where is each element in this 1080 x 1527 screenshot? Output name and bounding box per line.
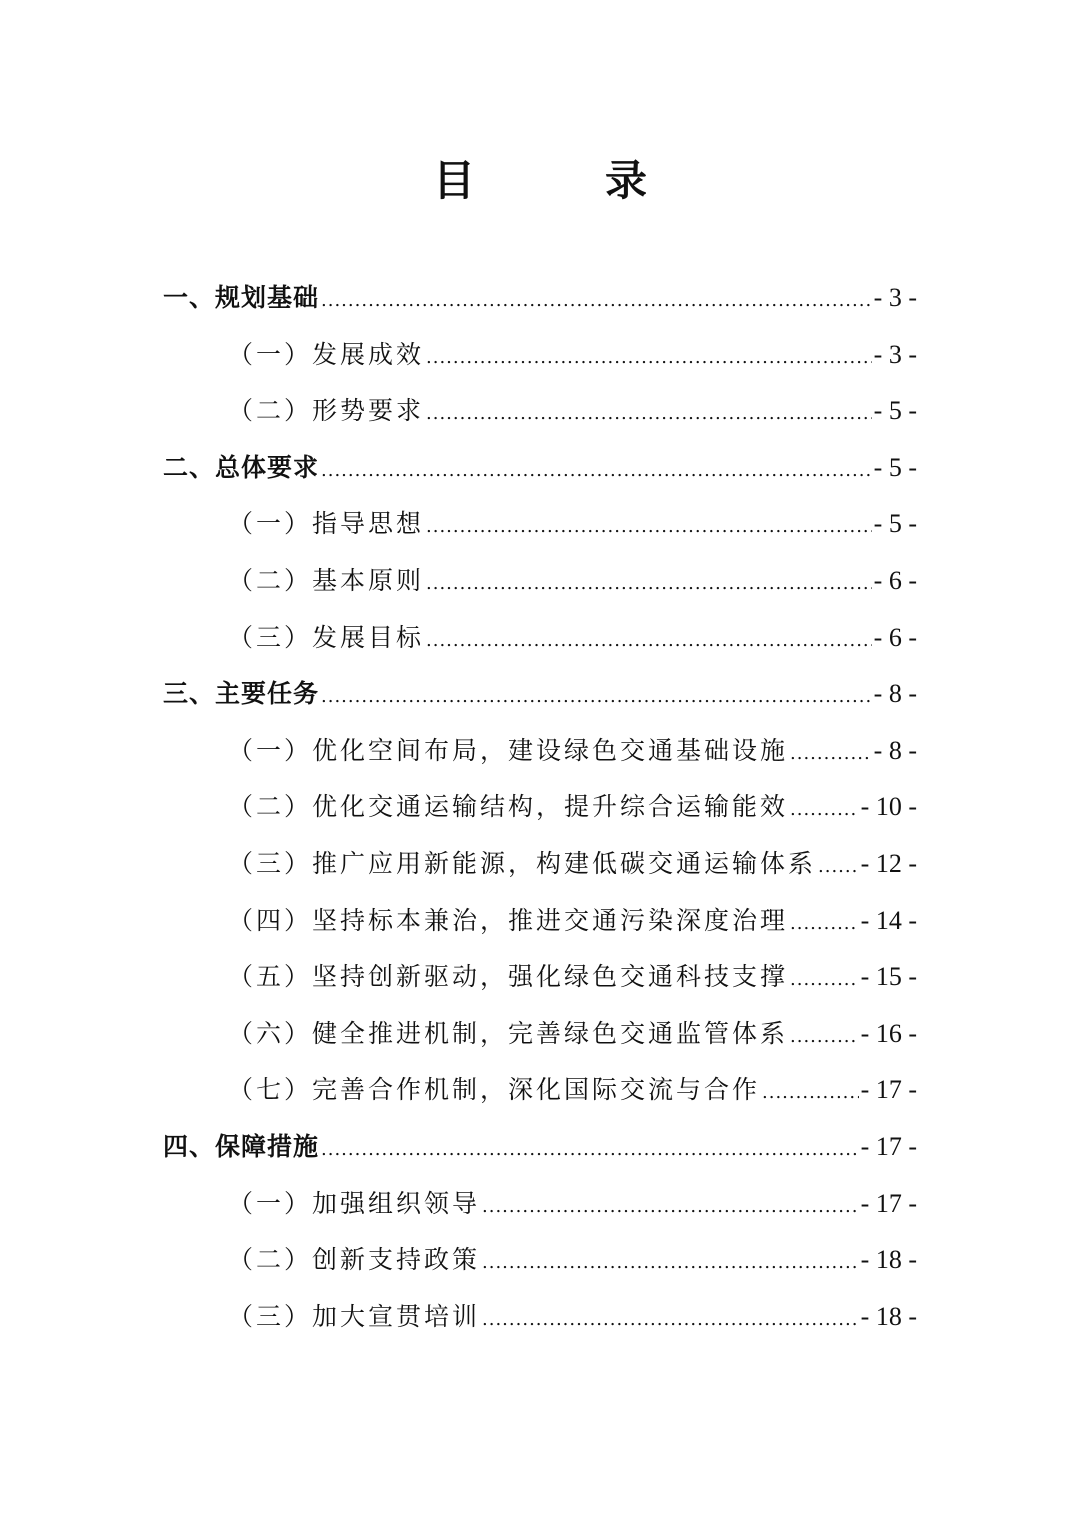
- dot-leader: [321, 453, 872, 482]
- toc-subsection-entry[interactable]: [163, 561, 917, 618]
- toc-subsection-entry[interactable]: [163, 1014, 917, 1071]
- toc-entry-title: （一）优化空间布局，建设绿色交通基础设施: [228, 735, 789, 765]
- toc-page-number: - 8 -: [873, 679, 917, 709]
- toc-entry-title: （二）创新支持政策: [228, 1245, 481, 1275]
- toc-subsection-entry[interactable]: [163, 901, 917, 958]
- toc-subsection-entry[interactable]: [163, 335, 917, 392]
- dot-leader: [482, 1189, 859, 1218]
- toc-page-number: - 18 -: [860, 1301, 917, 1331]
- toc-entry-title: （二）优化交通运输结构，提升综合运输能效: [228, 792, 789, 822]
- toc-subsection-entry[interactable]: [163, 1297, 917, 1354]
- toc-section-entry[interactable]: [163, 278, 917, 335]
- dot-leader: [426, 340, 872, 369]
- dot-leader: [790, 792, 859, 821]
- toc-subsection-entry[interactable]: [163, 391, 917, 448]
- dot-leader: [790, 962, 859, 991]
- toc-entry-title: （一）发展成效: [228, 339, 425, 369]
- toc-subsection-entry[interactable]: [163, 1070, 917, 1127]
- toc-entry-title: （三）加大宣贯培训: [228, 1301, 481, 1331]
- toc-entry-title: （五）坚持创新驱动，强化绿色交通科技支撑: [228, 962, 789, 992]
- toc-page-number: - 10 -: [860, 792, 917, 822]
- toc-entry-title: 四、保障措施: [163, 1131, 320, 1161]
- toc-entry-title: （二）形势要求: [228, 396, 425, 426]
- toc-entry-title: 一、规划基础: [163, 283, 320, 312]
- dot-leader: [426, 566, 872, 595]
- toc-entry-title: 三、主要任务: [163, 679, 320, 709]
- toc-page-number: - 6 -: [873, 565, 917, 595]
- dot-leader: [482, 1302, 859, 1331]
- toc-page-number: - 6 -: [873, 622, 917, 652]
- dot-leader: [321, 283, 872, 312]
- table-of-contents: [163, 278, 917, 1353]
- toc-subsection-entry[interactable]: [163, 844, 917, 901]
- toc-page-number: - 3 -: [873, 283, 917, 312]
- toc-entry-title: （三）推广应用新能源，构建低碳交通运输体系: [228, 848, 817, 878]
- toc-entry-title: （七）完善合作机制，深化国际交流与合作: [228, 1075, 761, 1105]
- toc-page-number: - 5 -: [873, 509, 917, 539]
- toc-page-number: - 5 -: [873, 396, 917, 426]
- dot-leader: [426, 396, 872, 425]
- dot-leader: [482, 1245, 859, 1274]
- toc-subsection-entry[interactable]: [163, 957, 917, 1014]
- toc-page-number: - 14 -: [860, 905, 917, 935]
- toc-page-number: - 12 -: [860, 848, 917, 878]
- toc-page-number: - 17 -: [860, 1131, 917, 1161]
- toc-page-number: - 8 -: [873, 735, 917, 765]
- toc-entry-title: （三）发展目标: [228, 622, 425, 652]
- toc-section-entry[interactable]: [163, 674, 917, 731]
- toc-entry-title: （六）健全推进机制，完善绿色交通监管体系: [228, 1018, 789, 1048]
- dot-leader: [321, 679, 872, 708]
- toc-subsection-entry[interactable]: [163, 1184, 917, 1241]
- toc-entry-title: 二、总体要求: [163, 452, 320, 482]
- toc-subsection-entry[interactable]: [163, 618, 917, 675]
- toc-subsection-entry[interactable]: [163, 731, 917, 788]
- dot-leader: [818, 849, 859, 878]
- toc-subsection-entry[interactable]: [163, 1240, 917, 1297]
- dot-leader: [762, 1075, 859, 1104]
- toc-entry-title: （一）加强组织领导: [228, 1188, 481, 1218]
- toc-entry-title: （四）坚持标本兼治，推进交通污染深度治理: [228, 905, 789, 935]
- toc-subsection-entry[interactable]: [163, 504, 917, 561]
- toc-page-number: - 17 -: [860, 1075, 917, 1105]
- dot-leader: [790, 1019, 859, 1048]
- toc-subsection-entry[interactable]: [163, 787, 917, 844]
- dot-leader: [790, 736, 872, 765]
- dot-leader: [426, 509, 872, 538]
- toc-page-number: - 5 -: [873, 452, 917, 482]
- toc-entry-title: （二）基本原则: [228, 565, 425, 595]
- dot-leader: [790, 906, 859, 935]
- toc-page-number: - 18 -: [860, 1245, 917, 1275]
- dot-leader: [426, 623, 872, 652]
- toc-section-entry[interactable]: [163, 1127, 917, 1184]
- toc-entry-title: （一）指导思想: [228, 509, 425, 539]
- toc-page-number: - 3 -: [873, 339, 917, 369]
- toc-page-number: - 16 -: [860, 1018, 917, 1048]
- toc-page-number: - 15 -: [860, 962, 917, 992]
- dot-leader: [321, 1132, 859, 1161]
- toc-page-number: - 17 -: [860, 1188, 917, 1218]
- page-title: 目 录: [432, 156, 691, 205]
- toc-section-entry[interactable]: [163, 448, 917, 505]
